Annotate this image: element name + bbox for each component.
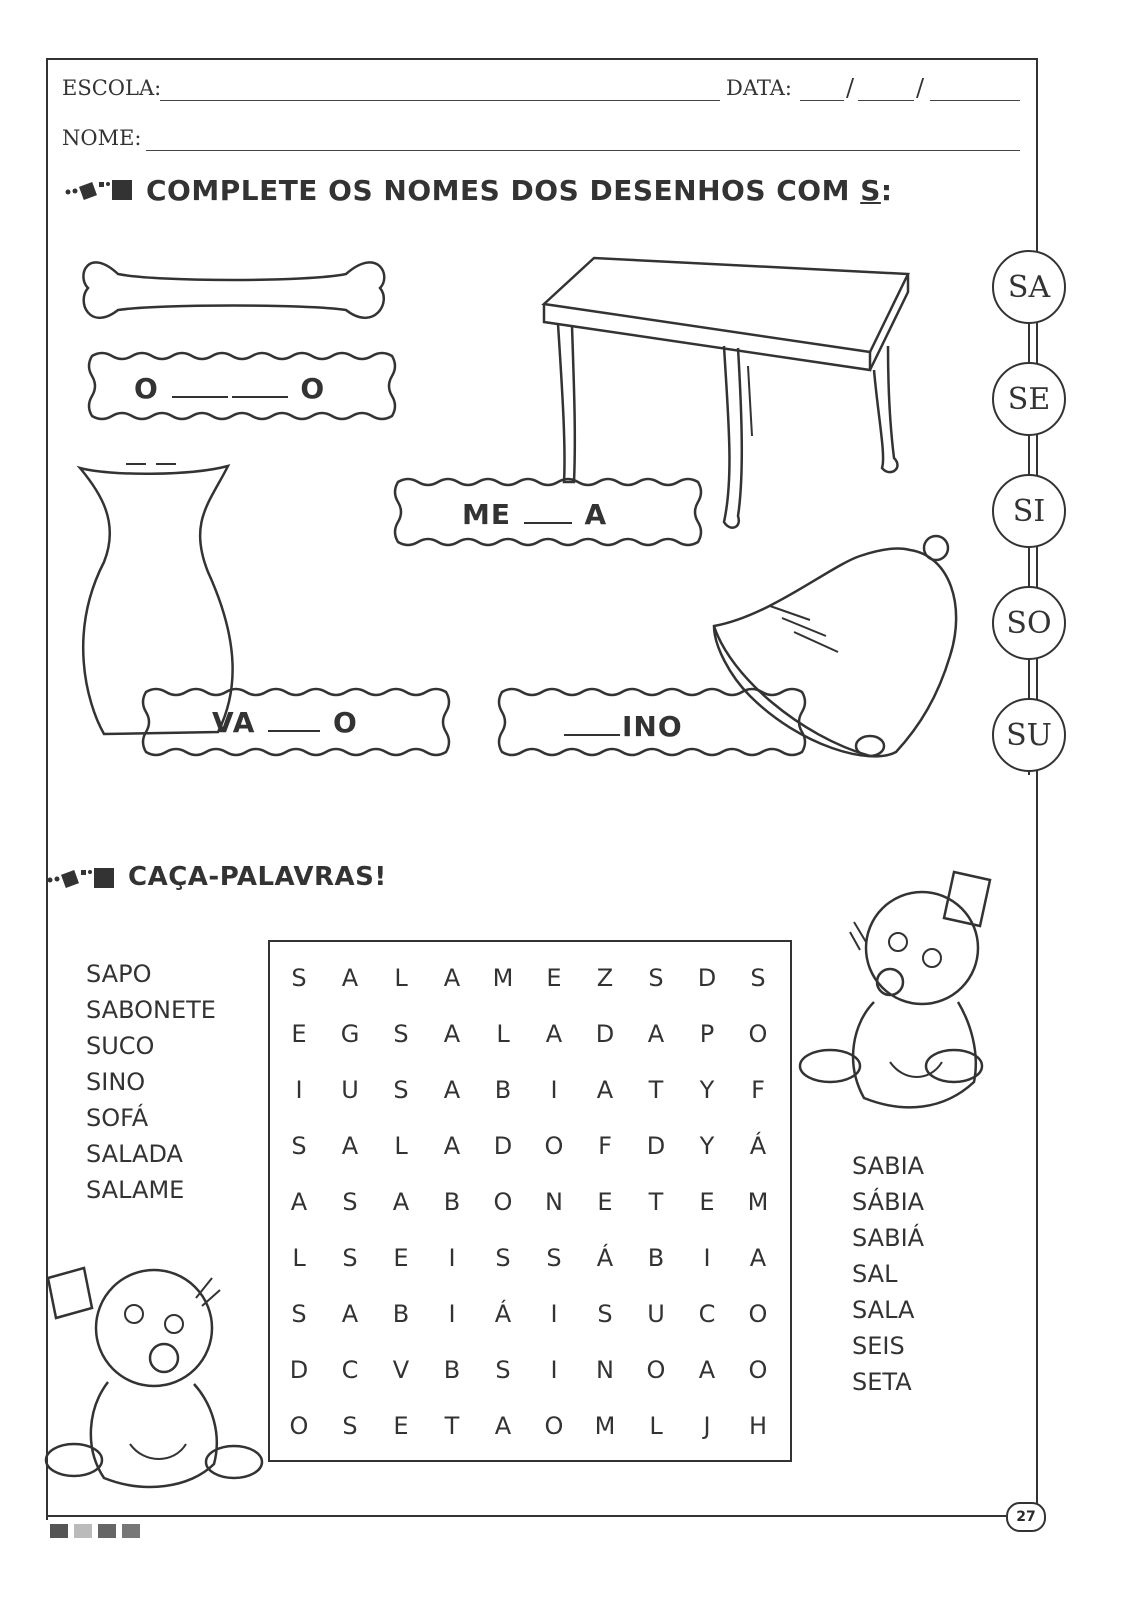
grid-cell[interactable]: I bbox=[295, 1076, 303, 1104]
grid-cell[interactable]: F bbox=[598, 1132, 612, 1160]
grid-cell[interactable]: L bbox=[649, 1412, 663, 1440]
grid-cell[interactable]: U bbox=[647, 1300, 665, 1328]
grid-cell[interactable]: A bbox=[698, 1356, 716, 1384]
grid-cell[interactable]: S bbox=[342, 1244, 358, 1272]
word-part: A bbox=[584, 498, 608, 531]
list-item: SAPO bbox=[86, 960, 152, 988]
grid-cell[interactable]: A bbox=[443, 1076, 461, 1104]
grid-cell[interactable]: S bbox=[393, 1076, 409, 1104]
grid-cell[interactable]: Y bbox=[699, 1076, 715, 1104]
list-item: SABIÁ bbox=[852, 1224, 925, 1252]
answer-blank[interactable] bbox=[268, 728, 320, 732]
nome-label: NOME: bbox=[62, 126, 142, 150]
answer-blank[interactable] bbox=[172, 394, 228, 398]
grid-cell[interactable]: S bbox=[597, 1300, 613, 1328]
syllable-si: SI bbox=[992, 474, 1066, 548]
grid-cell[interactable]: E bbox=[597, 1188, 613, 1216]
grid-cell[interactable]: H bbox=[748, 1412, 768, 1440]
grid-cell[interactable]: E bbox=[393, 1244, 409, 1272]
grid-cell[interactable]: D bbox=[646, 1132, 666, 1160]
word-part: INO bbox=[622, 710, 683, 743]
grid-cell[interactable]: M bbox=[747, 1188, 769, 1216]
grid-cell[interactable]: D bbox=[289, 1356, 309, 1384]
title-text: COMPLETE OS NOMES DOS DESENHOS COM bbox=[146, 174, 861, 207]
grid-cell[interactable]: T bbox=[648, 1188, 664, 1216]
grid-cell[interactable]: A bbox=[647, 1020, 665, 1048]
baby-icon bbox=[44, 1238, 266, 1502]
grid-cell[interactable]: A bbox=[494, 1412, 512, 1440]
grid-cell[interactable]: B bbox=[443, 1188, 461, 1216]
word-vaso bbox=[212, 706, 358, 739]
list-item: SEIS bbox=[852, 1332, 905, 1360]
grid-cell[interactable]: A bbox=[545, 1020, 563, 1048]
word-part: O bbox=[332, 706, 358, 739]
grid-cell[interactable]: B bbox=[392, 1300, 410, 1328]
syllable-se: SE bbox=[992, 362, 1066, 436]
grid-cell[interactable]: Á bbox=[596, 1244, 614, 1272]
list-item: SALA bbox=[852, 1296, 915, 1324]
grid-cell[interactable]: M bbox=[594, 1412, 616, 1440]
grid-cell[interactable]: O bbox=[748, 1020, 768, 1048]
grid-cell[interactable]: L bbox=[394, 964, 408, 992]
list-item: SALADA bbox=[86, 1140, 183, 1168]
grid-cell[interactable]: C bbox=[698, 1300, 716, 1328]
grid-cell[interactable]: L bbox=[496, 1020, 510, 1048]
bone-icon bbox=[78, 236, 396, 342]
grid-cell[interactable]: I bbox=[448, 1244, 456, 1272]
grid-cell[interactable]: S bbox=[495, 1356, 511, 1384]
grid-cell[interactable]: O bbox=[544, 1412, 564, 1440]
grid-cell[interactable]: N bbox=[545, 1188, 563, 1216]
grid-cell[interactable]: O bbox=[289, 1412, 309, 1440]
grid-cell[interactable]: O bbox=[493, 1188, 513, 1216]
grid-cell[interactable]: L bbox=[394, 1132, 408, 1160]
grid-cell[interactable]: D bbox=[493, 1132, 513, 1160]
date-year-line[interactable] bbox=[930, 100, 1020, 101]
word-part: O bbox=[134, 372, 159, 405]
grid-cell[interactable]: S bbox=[648, 964, 664, 992]
list-item: SALAME bbox=[86, 1176, 185, 1204]
grid-cell[interactable]: S bbox=[291, 1132, 307, 1160]
publisher-logo-icon bbox=[48, 1520, 148, 1542]
grid-cell[interactable]: A bbox=[392, 1188, 410, 1216]
word-list-left bbox=[86, 956, 216, 1208]
grid-cell[interactable]: S bbox=[546, 1244, 562, 1272]
list-item: SÁBIA bbox=[852, 1188, 925, 1216]
date-day-line[interactable] bbox=[800, 100, 844, 101]
word-sino bbox=[562, 710, 683, 743]
list-item: SABONETE bbox=[86, 996, 216, 1024]
grid-cell[interactable]: C bbox=[341, 1356, 359, 1384]
grid-cell[interactable]: Á bbox=[494, 1300, 512, 1328]
word-search-grid[interactable] bbox=[268, 940, 792, 1462]
grid-cell[interactable]: F bbox=[751, 1076, 765, 1104]
grid-cell[interactable]: B bbox=[443, 1356, 461, 1384]
grid-cell[interactable]: A bbox=[443, 964, 461, 992]
list-item: SETA bbox=[852, 1368, 912, 1396]
date-separator: / bbox=[916, 74, 925, 102]
grid-cell[interactable]: S bbox=[750, 964, 766, 992]
answer-blank[interactable] bbox=[524, 520, 572, 524]
grid-cell[interactable]: S bbox=[291, 964, 307, 992]
grid-cell[interactable]: N bbox=[596, 1356, 614, 1384]
grid-cell[interactable]: L bbox=[292, 1244, 306, 1272]
page-number: 27 bbox=[1006, 1502, 1046, 1532]
grid-cell[interactable]: D bbox=[595, 1020, 615, 1048]
grid-cell[interactable]: D bbox=[697, 964, 717, 992]
word-osso bbox=[134, 372, 325, 405]
grid-cell[interactable]: A bbox=[341, 1132, 359, 1160]
title-letter: S bbox=[860, 174, 881, 207]
list-item: SABIA bbox=[852, 1152, 925, 1180]
list-item: SINO bbox=[86, 1068, 146, 1096]
grid-cell[interactable]: E bbox=[291, 1020, 307, 1048]
grid-cell[interactable]: E bbox=[546, 964, 562, 992]
data-label: DATA: bbox=[726, 76, 792, 100]
grid-cell[interactable]: G bbox=[340, 1020, 360, 1048]
grid-cell[interactable]: B bbox=[494, 1076, 512, 1104]
list-item: SAL bbox=[852, 1260, 898, 1288]
grid-cell[interactable]: S bbox=[342, 1188, 358, 1216]
grid-cell[interactable]: S bbox=[393, 1020, 409, 1048]
syllable-sa: SA bbox=[992, 250, 1066, 324]
syllable-su: SU bbox=[992, 698, 1066, 772]
nome-line[interactable] bbox=[146, 150, 1020, 151]
title-colon: : bbox=[880, 174, 893, 207]
grid-cell[interactable]: U bbox=[341, 1076, 359, 1104]
grid-cell[interactable]: Y bbox=[699, 1132, 715, 1160]
baby-icon bbox=[794, 862, 994, 1126]
grid-cell[interactable]: Z bbox=[596, 964, 614, 992]
escola-label: ESCOLA: bbox=[62, 76, 162, 100]
answer-blank[interactable] bbox=[232, 394, 288, 398]
grid-cell[interactable]: M bbox=[492, 964, 514, 992]
list-item: SOFÁ bbox=[86, 1104, 149, 1132]
grid-cell[interactable]: A bbox=[443, 1020, 461, 1048]
section-title-complete bbox=[146, 174, 893, 207]
word-part: O bbox=[300, 372, 326, 405]
grid-cell[interactable]: I bbox=[703, 1244, 711, 1272]
date-month-line[interactable] bbox=[858, 100, 914, 101]
grid-cell[interactable]: A bbox=[596, 1076, 614, 1104]
grid-cell[interactable]: T bbox=[444, 1412, 460, 1440]
grid-cell[interactable]: T bbox=[648, 1076, 664, 1104]
grid-cell[interactable]: B bbox=[647, 1244, 665, 1272]
grid-cell[interactable]: I bbox=[448, 1300, 456, 1328]
grid-cell[interactable]: V bbox=[392, 1356, 410, 1384]
grid-cell[interactable]: I bbox=[550, 1300, 558, 1328]
grid-cell[interactable]: S bbox=[495, 1244, 511, 1272]
syllable-so: SO bbox=[992, 586, 1066, 660]
section-title-caca-palavras: CAÇA-PALAVRAS! bbox=[128, 862, 387, 892]
grid-cell[interactable]: A bbox=[443, 1132, 461, 1160]
grid-cell[interactable]: S bbox=[342, 1412, 358, 1440]
grid-cell[interactable]: I bbox=[550, 1076, 558, 1104]
grid-cell[interactable]: O bbox=[544, 1132, 564, 1160]
grid-cell[interactable]: A bbox=[290, 1188, 308, 1216]
grid-cell[interactable]: A bbox=[341, 964, 359, 992]
grid-cell[interactable]: P bbox=[699, 1020, 715, 1048]
grid-cell[interactable]: E bbox=[393, 1412, 409, 1440]
grid-cell[interactable]: A bbox=[341, 1300, 359, 1328]
grid-cell[interactable]: A bbox=[749, 1244, 767, 1272]
grid-cell[interactable]: O bbox=[646, 1356, 666, 1384]
grid-cell[interactable]: O bbox=[748, 1300, 768, 1328]
bullet-decoration-icon bbox=[46, 862, 126, 892]
grid-cell[interactable]: Á bbox=[749, 1132, 767, 1160]
date-separator: / bbox=[846, 74, 855, 102]
escola-line[interactable] bbox=[160, 100, 720, 101]
bullet-decoration-icon bbox=[64, 174, 144, 204]
grid-cell[interactable]: J bbox=[703, 1412, 711, 1440]
word-mesa bbox=[462, 498, 607, 531]
grid-cell[interactable]: E bbox=[699, 1188, 715, 1216]
word-part: VA bbox=[212, 706, 256, 739]
answer-blank[interactable] bbox=[564, 732, 620, 736]
bottom-rule bbox=[46, 1515, 1006, 1517]
grid-cell[interactable]: S bbox=[291, 1300, 307, 1328]
word-part: ME bbox=[462, 498, 511, 531]
grid-cell[interactable]: O bbox=[748, 1356, 768, 1384]
grid-cell[interactable]: I bbox=[550, 1356, 558, 1384]
word-list-right bbox=[852, 1148, 924, 1400]
list-item: SUCO bbox=[86, 1032, 155, 1060]
